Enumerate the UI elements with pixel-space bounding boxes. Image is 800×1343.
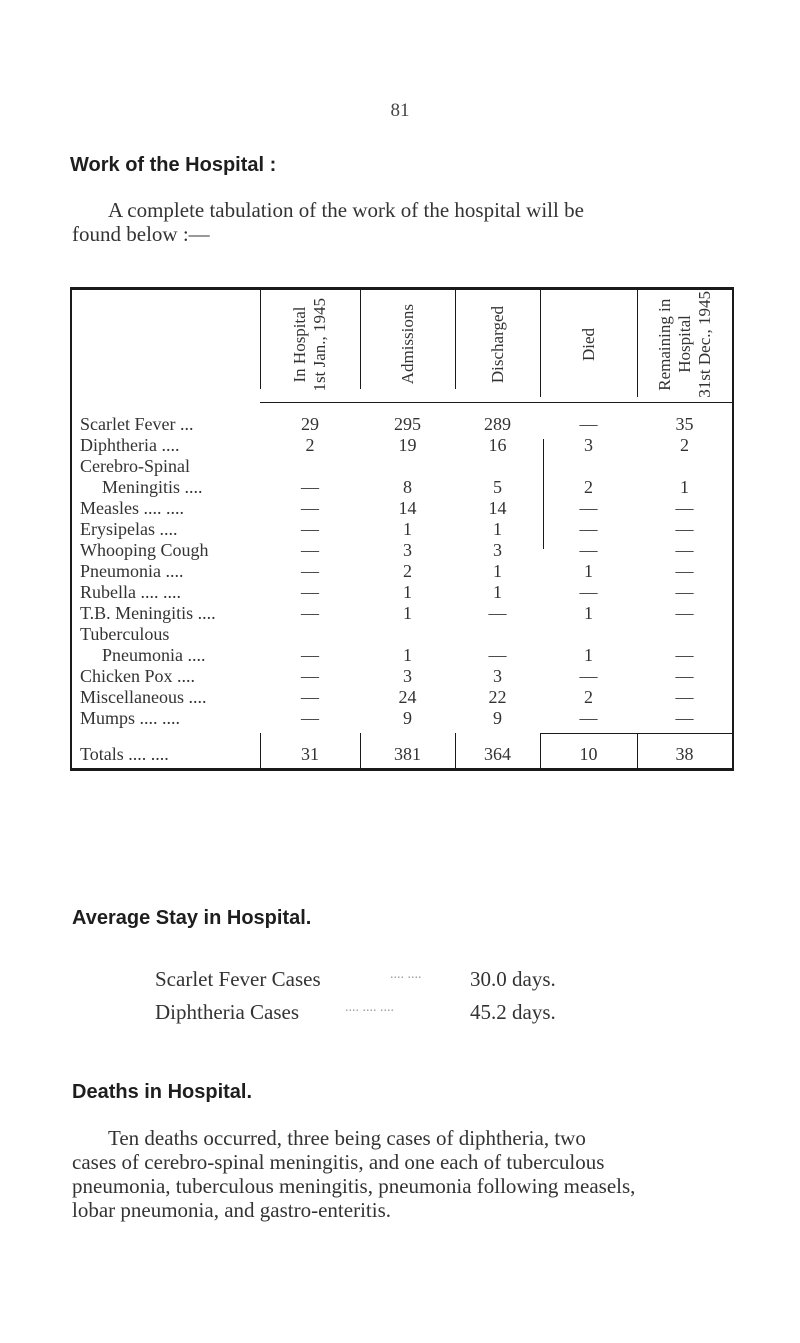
cell-admissions: 8: [403, 477, 412, 497]
cell-remaining: 1: [680, 477, 689, 497]
totals-admissions: 381: [394, 744, 421, 764]
row-label-pneumonia: Pneumonia ....: [80, 561, 184, 581]
totals-discharged: 364: [484, 744, 511, 764]
cell-admissions: 1: [403, 582, 412, 602]
row-label-tb-meningitis: T.B. Meningitis ....: [80, 603, 216, 623]
average-row-scarlet-fever-label: Scarlet Fever Cases: [155, 967, 321, 991]
cell-died: 1: [584, 603, 593, 623]
cell-in-hospital: —: [301, 666, 319, 686]
intro-line-2: found below :—: [72, 222, 210, 246]
cell-died: —: [579, 666, 598, 686]
header-underline: [260, 402, 732, 403]
cell-in-hospital: —: [301, 708, 319, 728]
cell-admissions: 9: [403, 708, 412, 728]
cell-died: —: [579, 582, 598, 602]
cell-admissions: 3: [403, 666, 412, 686]
intro-line-1: A complete tabulation of the work of the hospital will be: [108, 198, 584, 222]
totals-remaining: 38: [675, 744, 694, 764]
row-label-scarlet-fever: Scarlet Fever ...: [80, 414, 194, 434]
cell-died: —: [579, 708, 598, 728]
header-admissions: Admissions: [397, 304, 417, 385]
row-label-measles: Measles .... ....: [80, 498, 184, 518]
cell-admissions: 19: [398, 435, 417, 455]
totals-in-hospital: 31: [301, 744, 319, 764]
cell-in-hospital: 2: [305, 435, 315, 455]
cell-died: 3: [584, 435, 593, 455]
row-label-pneumonia-2: Pneumonia ....: [102, 645, 206, 665]
cell-in-hospital: —: [301, 582, 319, 602]
cell-remaining: —: [675, 687, 694, 707]
cell-discharged: 5: [493, 477, 502, 497]
cell-in-hospital: —: [301, 645, 319, 665]
cell-admissions: 3: [403, 540, 412, 560]
deaths-line-3: pneumonia, tuberculous meningitis, pneumonia following measels,: [72, 1174, 636, 1198]
average-row-scarlet-fever-value: 30.0 days.: [470, 967, 556, 991]
average-row-diphtheria-label: Diphtheria Cases: [155, 1000, 300, 1024]
cell-died: —: [579, 540, 598, 560]
cell-admissions: 1: [403, 645, 412, 665]
cell-discharged: 3: [493, 666, 502, 686]
cell-remaining: —: [675, 498, 694, 518]
header-in-hospital: In Hospital 1st Jan., 1945: [290, 297, 329, 392]
header-remaining: Remaining in Hospital 31st Dec., 1945: [654, 291, 714, 398]
cell-admissions: 24: [398, 687, 417, 707]
totals-topline: [540, 733, 732, 734]
cell-admissions: 295: [394, 414, 421, 434]
cell-discharged: 9: [493, 708, 502, 728]
average-row-diphtheria-dots: .... .... ....: [345, 1000, 394, 1015]
cell-remaining: —: [675, 561, 694, 581]
cell-remaining: 2: [680, 435, 689, 455]
deaths-heading: Deaths in Hospital.: [72, 1081, 253, 1103]
cell-remaining: —: [675, 708, 694, 728]
cell-remaining: —: [675, 603, 694, 623]
cell-died: 2: [584, 687, 593, 707]
cell-remaining: —: [675, 519, 694, 539]
cell-died: 1: [584, 645, 593, 665]
cell-remaining: —: [675, 540, 694, 560]
cell-discharged: 289: [484, 414, 511, 434]
page-number: 81: [390, 100, 410, 121]
row-label-cerebro-spinal: Cerebro-Spinal: [80, 456, 190, 476]
cell-admissions: 1: [403, 519, 412, 539]
average-stay-heading: Average Stay in Hospital.: [72, 907, 312, 929]
cell-remaining: —: [675, 582, 694, 602]
row-label-diphtheria: Diphtheria ....: [80, 435, 180, 455]
cell-in-hospital: —: [301, 603, 319, 623]
table-right-rule: [732, 287, 734, 771]
cell-in-hospital: 29: [301, 414, 319, 434]
cell-remaining: —: [675, 666, 694, 686]
cell-remaining: 35: [675, 414, 694, 434]
header-died: Died: [578, 327, 598, 362]
cell-discharged: 1: [493, 582, 502, 602]
cell-discharged: 3: [493, 540, 502, 560]
work-table: [70, 287, 734, 771]
row-label-miscellaneous: Miscellaneous ....: [80, 687, 207, 707]
deaths-line-1: Ten deaths occurred, three being cases of diphtheria, two: [108, 1126, 586, 1150]
cell-discharged: 16: [488, 435, 507, 455]
cell-discharged: 1: [493, 519, 502, 539]
cell-discharged: 1: [493, 561, 502, 581]
totals-died: 10: [579, 744, 598, 764]
cell-in-hospital: —: [301, 561, 319, 581]
totals-label: Totals .... ....: [80, 744, 169, 764]
cell-died: —: [579, 519, 598, 539]
cell-died: —: [579, 414, 598, 434]
cell-died: —: [579, 498, 598, 518]
cell-in-hospital: —: [301, 687, 319, 707]
row-label-whooping-cough: Whooping Cough: [80, 540, 209, 560]
cell-discharged: —: [488, 645, 507, 665]
table-bottom-rule: [70, 768, 734, 771]
cell-remaining: —: [675, 645, 694, 665]
cell-admissions: 14: [398, 498, 417, 518]
row-label-mumps: Mumps .... ....: [80, 708, 181, 728]
deaths-line-4: lobar pneumonia, and gastro-enteritis.: [72, 1198, 391, 1222]
row-label-meningitis: Meningitis ....: [102, 477, 203, 497]
cell-in-hospital: —: [301, 540, 319, 560]
cell-died: 1: [584, 561, 593, 581]
cell-discharged: —: [488, 603, 507, 623]
average-row-diphtheria-value: 45.2 days.: [470, 1000, 556, 1024]
cell-in-hospital: —: [301, 498, 319, 518]
row-label-chicken-pox: Chicken Pox ....: [80, 666, 195, 686]
row-label-tuberculous: Tuberculous: [80, 624, 170, 644]
table-left-rule: [70, 287, 72, 771]
average-row-scarlet-fever-dots: .... ....: [390, 967, 422, 982]
cell-admissions: 1: [403, 603, 412, 623]
row-label-rubella: Rubella .... ....: [80, 582, 181, 602]
work-heading: Work of the Hospital :: [70, 154, 277, 176]
cell-in-hospital: —: [301, 519, 319, 539]
cell-discharged: 14: [488, 498, 507, 518]
header-discharged: Discharged: [487, 305, 507, 384]
cell-in-hospital: —: [301, 477, 319, 497]
cell-died: 2: [584, 477, 593, 497]
deaths-line-2: cases of cerebro-spinal meningitis, and one each of tuberculous: [72, 1150, 605, 1174]
cell-discharged: 22: [488, 687, 507, 707]
cell-admissions: 2: [403, 561, 412, 581]
row-label-erysipelas: Erysipelas ....: [80, 519, 178, 539]
